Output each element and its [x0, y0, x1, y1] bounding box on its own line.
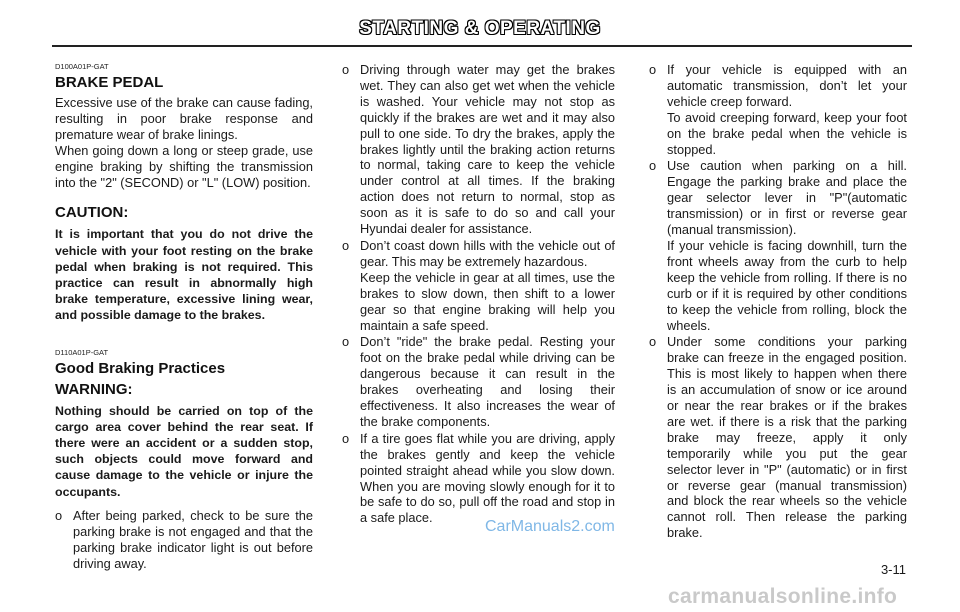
list-item — [342, 334, 615, 429]
warning-text: Nothing should be carried on top of the cargo area cover behind the rear seat. If there were an accident or a sudden stop, such objects could move forward and cause damage to the vehicle or injure the occupants. — [55, 403, 313, 499]
list-item — [55, 508, 313, 572]
list-item — [342, 431, 615, 526]
column-right — [649, 62, 907, 542]
list-item-text: Driving through water may get the brakes wet. They can also get wet when the vehicle is washed. Your vehicle may not stop as quickly if the brakes are wet and it may also pull to one side. To dry the brakes, apply the brakes lightly until the braking action returns to normal, taking care to keep the vehicle under control at all times. If the braking action does not return to normal, stop as soon as it is safe to do so and call your Hyundai dealer for assistance. — [360, 62, 615, 237]
column-left — [55, 62, 313, 573]
list-item — [649, 334, 907, 541]
bullet-marker: o — [649, 62, 657, 77]
section-code-brake-pedal: D100A01P-GAT — [55, 62, 109, 71]
header-rule — [52, 45, 912, 47]
list-item — [649, 158, 907, 333]
list-item-text: Keep the vehicle in gear at all times, use the brakes to slow down, then shift to a lower gear so that engine braking will help you maintain a safe speed. — [360, 269, 615, 333]
list-item — [342, 238, 615, 333]
heading-brake-pedal: BRAKE PEDAL — [55, 74, 164, 91]
caution-text: It is important that you do not drive the vehicle with your foot resting on the brake pedal when braking is not required. This practice can result in abnormally high brake temperature, excessive lining wear, and possible damage to the brakes. — [55, 227, 313, 323]
section-code-braking-practices: D110A01P-GAT — [55, 347, 109, 357]
list-item-text: If your vehicle is facing downhill, turn the front wheels away from the curb to help keep the vehicle from rolling. If there is no curb or if it is required by other conditions to keep the vehicle from rolling, block the wheels. — [667, 237, 907, 333]
page-number: 3-11 — [880, 562, 906, 577]
brake-pedal-paragraph-2: When going down a long or steep grade, use engine braking by shifting the transmission into the "2" (SECOND) or "L" (LOW) position. — [55, 142, 313, 190]
list-item — [649, 62, 907, 157]
bullet-marker: o — [649, 334, 657, 350]
bullet-marker: o — [342, 334, 350, 350]
column-middle — [342, 62, 615, 527]
list-item-text: Don’t coast down hills with the vehicle out of gear. This may be extremely hazardous. — [360, 237, 615, 269]
list-item-text: Under some conditions your parking brake can freeze in the engaged position. This is most likely to happen when there is an accumulation of snow or ice around or near the rear brakes or if the brakes are wet. if there is a risk that the parking brake may freeze, apply it only temporarily while you put the gear selector lever in "P" (automatic) or in first or reverse gear (manual transmission) and block the rear wheels so the vehicle cannot roll. Then release the parking brake. — [667, 334, 907, 541]
list-item-text: To avoid creeping forward, keep your foot on the brake pedal when the vehicle is stopped. — [667, 109, 907, 157]
bullet-marker: o — [342, 237, 350, 253]
watermark-carmanuals2: CarManuals2.com — [485, 518, 615, 535]
page-title: STARTING & OPERATING — [359, 18, 601, 39]
list-item-text: Don’t "ride" the brake pedal. Resting your foot on the brake pedal while driving can be dangerous because it can result in the brakes overheating and losing their effectiveness. It also increases the wear of the brake components. — [360, 334, 615, 429]
warning-heading: WARNING: — [55, 380, 133, 398]
list-item — [342, 62, 615, 237]
list-item-text: If a tire goes flat while you are driving, apply the brakes gently and keep the vehicle pointed straight ahead while you slow down. When you are moving slowly enough for it to be safe to do so, pull off the road and stop in a safe place. — [360, 430, 615, 526]
watermark-carmanualsonline: carmanualsonline.info — [668, 585, 898, 608]
list-item-text: After being parked, check to be sure the parking brake is not engaged and that the parking brake indicator light is out before driving away. — [73, 507, 313, 571]
brake-pedal-paragraph-1: Excessive use of the brake can cause fading, resulting in poor brake response and premature wear of brake linings. — [55, 95, 313, 142]
bullet-marker: o — [649, 158, 657, 174]
bullet-marker: o — [342, 62, 350, 77]
bullet-marker: o — [342, 430, 350, 446]
list-item-text: Use caution when parking on a hill. Engage the parking brake and place the gear selector lever in "P"(automatic transmission) or in first or reverse gear (manual transmission). — [667, 158, 907, 238]
heading-good-braking-practices: Good Braking Practices — [55, 359, 226, 377]
list-item-text: If your vehicle is equipped with an automatic transmission, don’t let your vehicle creep forward. — [667, 62, 907, 109]
parking-tips-list — [649, 62, 907, 541]
caution-heading: CAUTION: — [55, 204, 129, 222]
braking-tips-list — [342, 62, 615, 526]
braking-practices-list — [55, 508, 313, 572]
bullet-marker: o — [55, 507, 63, 523]
